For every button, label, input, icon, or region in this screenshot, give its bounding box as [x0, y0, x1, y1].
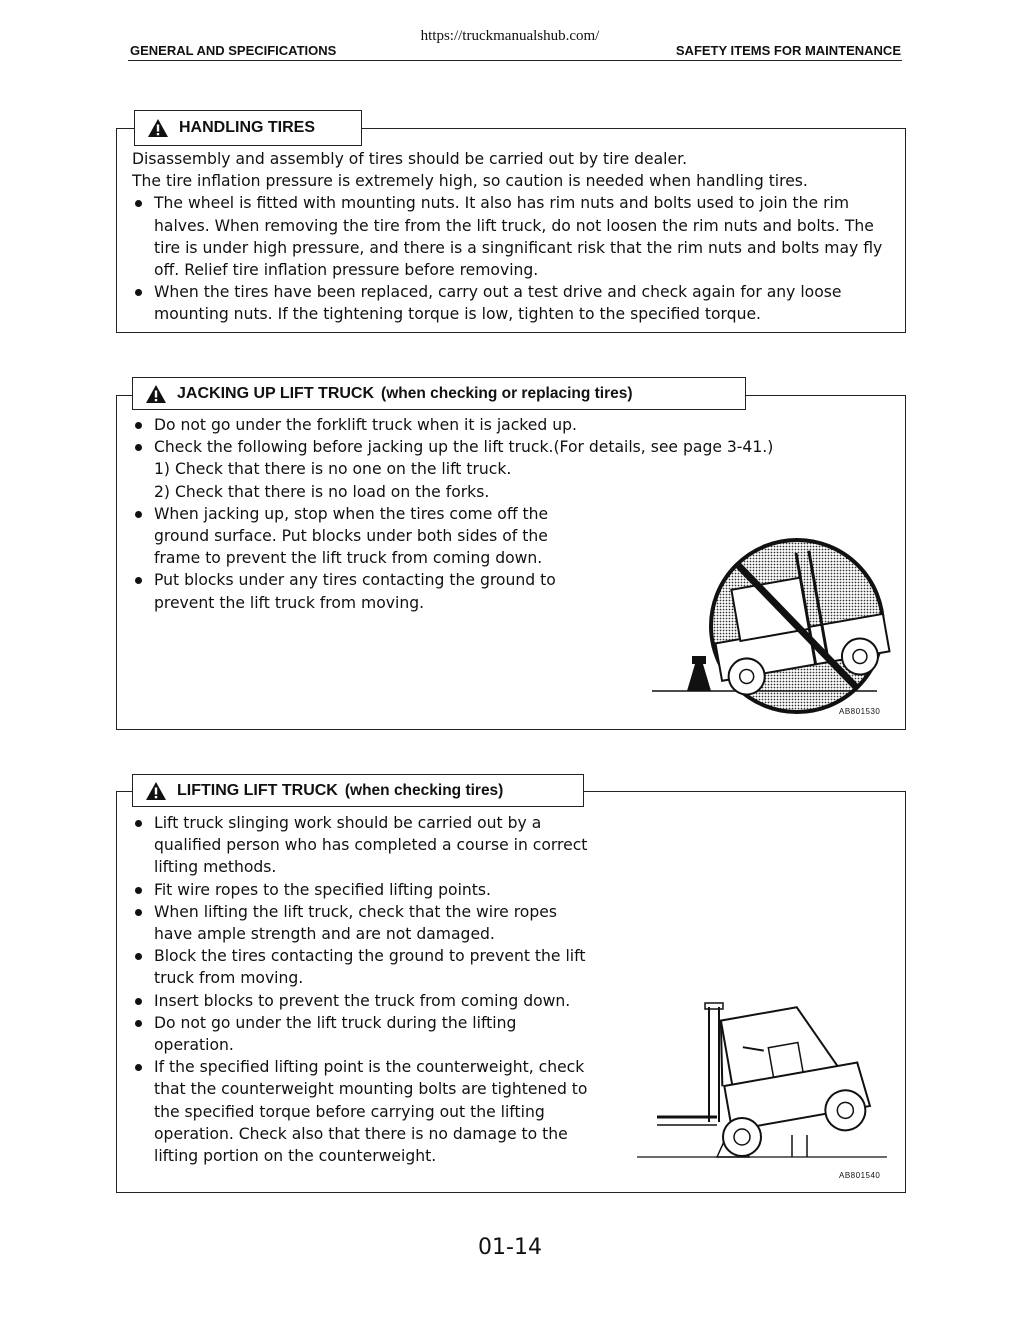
handling-tires-title: [134, 110, 362, 146]
lifting-content: [132, 812, 594, 1167]
figure-code: AB801540: [839, 1171, 881, 1180]
bullet-item: When the tires have been replaced, carry out a test drive and check again for any loose mounting nuts. If the tightening torque is low, tighten to the specified torque.: [132, 281, 894, 325]
bullet-item: When lifting the lift truck, check that the wire ropes have ample strength and are not damaged.: [132, 901, 594, 945]
handling-tires-content: [132, 148, 894, 326]
handling-bullets: [132, 192, 894, 325]
jacking-title: [132, 377, 746, 410]
bullet-item: Put blocks under any tires contacting the ground to prevent the lift truck from moving.: [132, 569, 594, 613]
box-tick: [116, 791, 130, 792]
bullet-item: Lift truck slinging work should be carried out by a qualified person who has completed a course in correct lifting methods.: [132, 812, 594, 879]
section-title: LIFTING LIFT TRUCK: [177, 781, 338, 799]
page-number: 01-14: [478, 1235, 542, 1260]
lifted-truck-illustration: [627, 987, 897, 1167]
lifting-box: [116, 791, 906, 1193]
lifting-title: [132, 774, 584, 807]
warning-triangle-icon: [145, 781, 167, 801]
section-title: HANDLING TIRES: [179, 119, 315, 136]
figure-code: AB801530: [839, 707, 881, 716]
header-section-right: SAFETY ITEMS FOR MAINTENANCE: [675, 43, 901, 58]
check-item: 2) Check that there is no load on the forks.: [154, 482, 490, 501]
header-rule: [128, 60, 902, 61]
bullet-item: The wheel is fitted with mounting nuts. It also has rim nuts and bolts used to join the rim halves. When removing the tire from the lift truck, do not loosen the rim nuts and bolts. The tire is under high pressure, and there is a singnificant risk that the rim nuts and bolts may fly off. Relief tire inflation pressure before removing.: [132, 192, 894, 281]
section-title: JACKING UP LIFT TRUCK: [177, 384, 375, 402]
section-subtitle: (when checking tires): [344, 781, 504, 799]
source-url: https://truckmanualshub.com/: [420, 28, 600, 44]
bullet-item: Do not go under the lift truck during the lifting operation.: [132, 1012, 594, 1056]
box-tick: [116, 128, 130, 129]
jacking-bullets-a: [132, 414, 894, 458]
lifting-bullets: [132, 812, 594, 1167]
check-item: 1) Check that there is no one on the lift truck.: [154, 460, 512, 479]
bullet-item: When jacking up, stop when the tires come off the ground surface. Put blocks under both sides of the frame to prevent the lift truck from coming down.: [132, 503, 594, 570]
bullet-item: Insert blocks to prevent the truck from coming down.: [132, 990, 594, 1012]
header-section-left: GENERAL AND SPECIFICATIONS: [130, 43, 337, 58]
bullet-item: Do not go under the forklift truck when it is jacked up.: [132, 414, 894, 436]
handling-line-1: Disassembly and assembly of tires should be carried out by tire dealer.: [132, 150, 688, 168]
bullet-item: Check the following before jacking up the lift truck.(For details, see page 3-41.): [132, 436, 894, 458]
handling-tires-box: [116, 128, 906, 333]
jacking-box: [116, 395, 906, 730]
bullet-item: Block the tires contacting the ground to prevent the lift truck from moving.: [132, 945, 594, 989]
jacking-bullets-b: [132, 503, 594, 614]
handling-line-2: The tire inflation pressure is extremely high, so caution is needed when handling tires.: [132, 172, 808, 191]
warning-triangle-icon: [145, 384, 167, 404]
box-tick: [116, 395, 130, 396]
warning-triangle-icon: [147, 118, 169, 138]
bullet-item: Fit wire ropes to the specified lifting points.: [132, 879, 594, 901]
bullet-item: If the specified lifting point is the counterweight, check that the counterweight mounting bolts are tightened to the specified torque before carrying out the lifting operation. Check also that there is no damage to the lifting portion on the counterweight.: [132, 1056, 594, 1167]
jacked-truck-prohibited-illustration: [647, 536, 897, 721]
section-subtitle: (when checking or replacing tires): [381, 384, 633, 402]
